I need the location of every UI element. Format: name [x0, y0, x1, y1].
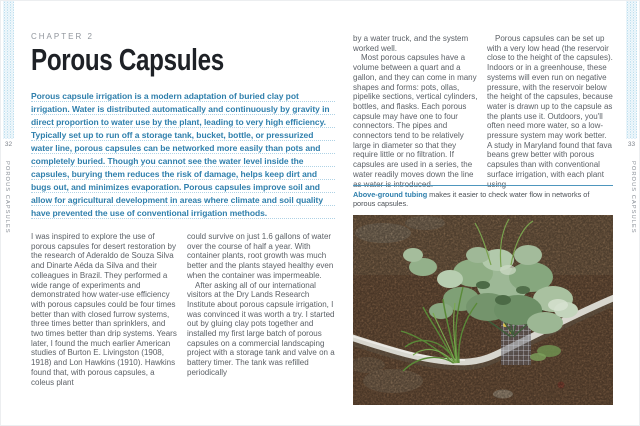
left-page-column-1 — [31, 232, 179, 387]
intro-paragraph — [31, 90, 335, 223]
text-paragraph: could survive on just 1.6 gallons of water over the course of half a year. With container plants, root growth was much better and the plants stayed healthy even when the container was impermeable. — [187, 232, 334, 280]
text-paragraph: Most porous capsules have a volume between a quart and a gallon, and they can come in many shapes and forms: pots, ollas, pipelike sections, vertical cylinders, bottles, and flasks. Each porous capsule may have one to four connectors. The pipes and connectors tend to be relatively large in diameter so that they require little or no filtration. If capsules are used in a series, the water readily moves down the line as water is introduced. — [353, 53, 478, 189]
intro-text: Porous capsule irrigation is a modern adaptation of buried clay pot irrigation. Water is distributed automatically and continuously by gravity in direct proportion to water use by the plant, leading to very high efficiency. Typically set up to run off a storage tank, bucket, bottle, or pressurized water line, porous capsules can be networked more easily than pots and completely buried. Though you cannot see the water level inside the capsules, burying them reduces the risk of damage, helps keep dirt and bugs out, and minimizes evaporation. Porous capsules improve soil and allow for agricultural development in areas where climate and soil quality have prevented the use of conventional irrigation methods. — [31, 91, 330, 218]
figure-block — [353, 185, 613, 405]
text-paragraph: Porous capsules can be set up with a very low head (the reservoir close to the height of the capsules). Indoors or in a greenhouse, these systems will even run on negative pressure, with the reservoir below the height of the capsules, because water is drawn up to the capsule as the plants use it. Outdoors, you'll often need more water, so a low-pressure system may work better. A study in Maryland found that fava beans grew better with porous capsules than with conventional surface irrigation, with each plant using — [487, 34, 613, 189]
page-number-right: 33 — [627, 141, 636, 148]
right-page-column-2 — [487, 34, 613, 189]
right-page-column-1 — [353, 34, 479, 189]
dotted-edge-pattern-left — [3, 1, 14, 139]
left-page-columns — [31, 232, 335, 387]
text-paragraph: by a water truck, and the system worked well. — [353, 34, 469, 53]
page-title-text: Porous Capsules — [31, 42, 224, 77]
chapter-label: CHAPTER 2 — [31, 32, 94, 41]
right-page-columns — [353, 34, 613, 189]
right-page — [353, 31, 613, 411]
dotted-edge-pattern-right — [626, 1, 637, 139]
figure-caption — [353, 190, 613, 208]
left-page — [31, 29, 335, 409]
text-paragraph: I was inspired to explore the use of porous capsules for desert restoration by the research of Aderaldo de Souza Silva and Dinarte Aéda da Silva and their colleagues in Brazil. They performed a wide range of experiments and demonstrated how water-use efficiency with porous capsules could be four times better than with closed furrow systems, three times better than sprinklers, and two times better than drip systems. Years later, I found the much earlier American studies of Burton E. Livingston (1908, 1918) and Lon Hawkins (1910). Hawkins found that, with porous capsules, a coleus plant — [31, 232, 177, 387]
page-number-left: 32 — [4, 141, 13, 148]
figure-caption-text: makes it easier to check water flow in networks of porous capsules. — [353, 190, 590, 208]
margin-label-left: POROUS CAPSULES — [4, 161, 10, 234]
page-title — [31, 42, 278, 78]
kale-plant-photo — [353, 215, 613, 405]
margin-label-right: POROUS CAPSULES — [630, 161, 636, 234]
text-paragraph: After asking all of our international visitors at the Dry Lands Research Institute about porous capsule irrigation, I was convinced it was worth a try. I started out by gluing clay pots together and installed my first large batch of porous capsules on a commercial landscaping project with a storage tank and valve on a battery timer. The tank was refilled periodically — [187, 280, 335, 377]
mesh-cage — [501, 321, 531, 365]
figure-rule — [353, 185, 613, 186]
left-page-column-2 — [187, 232, 335, 387]
figure-caption-lead: Above-ground tubing — [353, 190, 428, 199]
